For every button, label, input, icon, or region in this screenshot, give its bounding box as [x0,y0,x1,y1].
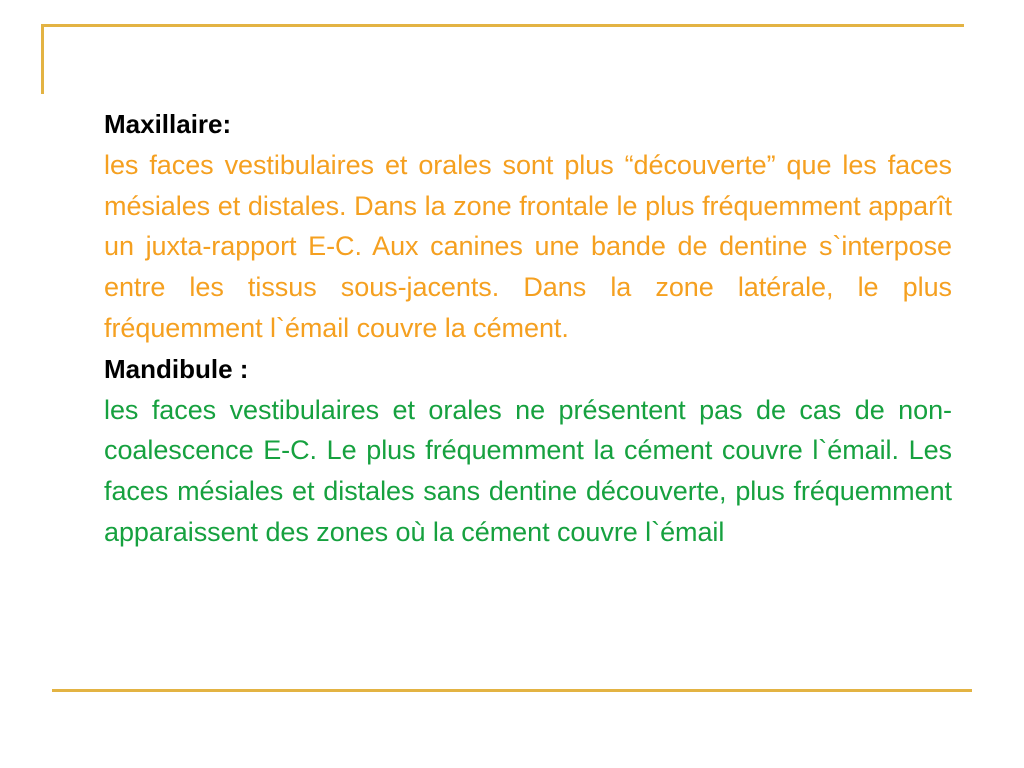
mandibule-heading: Mandibule : [104,353,249,384]
frame-bottom-line [52,689,972,692]
slide-content [104,104,952,553]
frame-left-line [41,26,44,94]
maxillaire-heading: Maxillaire: [104,109,232,139]
maxillaire-paragraph: les faces vestibulaires et orales sont plus “découverte” que les faces mésiales et distales. Dans la zone frontale le plus fréquemment apparît un juxta-rapport E-C. Aux canines une bande de dentine s`interpose entre les tissus sous-jacents. Dans la zone latérale, le plus fréquemment l`émail couvre la cément. [104,149,952,343]
mandibule-paragraph: les faces vestibulaires et orales ne présentent pas de cas de non-coalescence E-C. Le plus fréquemment la cément couvre l`émail. Les faces mésiales et distales sans dentine découverte, plus fréquemment apparaissent des zones où la cément couvre l`émail [104,394,952,547]
frame-top-line [41,24,964,27]
